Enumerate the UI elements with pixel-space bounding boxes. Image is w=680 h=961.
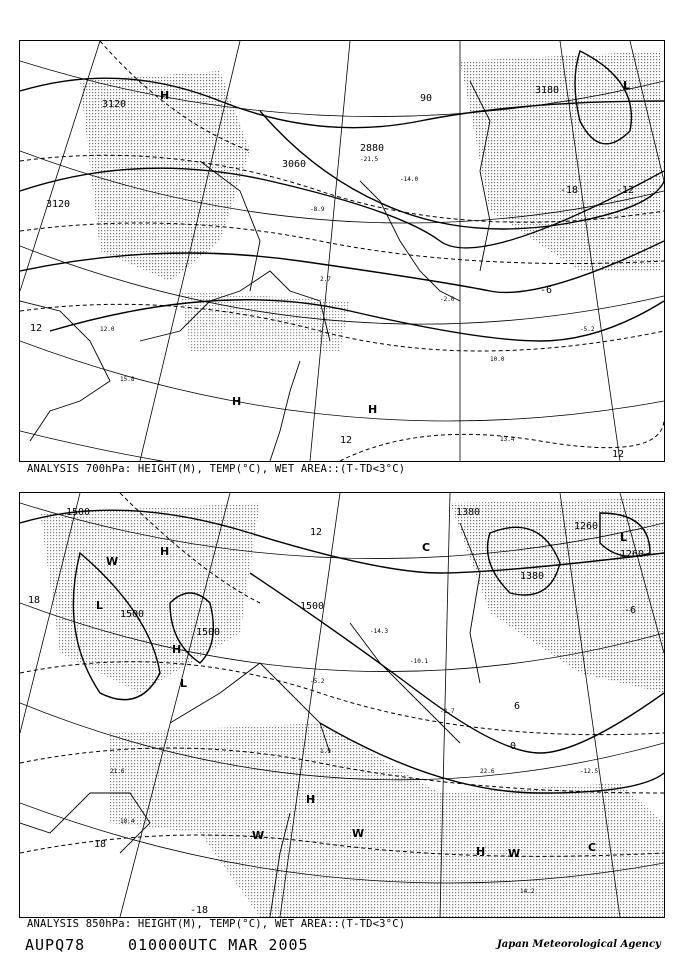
isotherm-label: -18: [560, 185, 579, 196]
isotherm-label: 12: [30, 323, 43, 334]
svg-text:-2.7: -2.7: [440, 708, 455, 715]
high-pressure-marker: H: [232, 395, 242, 408]
isotherm-label: 0: [510, 741, 517, 752]
high-pressure-marker: H: [306, 793, 316, 806]
svg-text:-12.5: -12.5: [580, 768, 599, 775]
map-850hpa-canvas: [20, 493, 664, 917]
cold-marker: C: [588, 841, 597, 854]
map-panel-850hpa: [19, 492, 665, 918]
svg-text:13.4: 13.4: [500, 436, 515, 443]
isotherm-label: 6: [514, 701, 521, 712]
svg-text:-2.0: -2.0: [440, 296, 455, 303]
analysis-time: 010000UTC MAR 2005: [128, 936, 309, 954]
isotherm-label: 12: [310, 527, 323, 538]
svg-text:14.2: 14.2: [520, 888, 535, 895]
height-label: 1380: [456, 507, 481, 518]
height-label: 3060: [282, 159, 307, 170]
svg-text:18.4: 18.4: [120, 818, 135, 825]
agency-name: Japan Meteorological Agency: [497, 939, 661, 950]
map-panel-700hpa: [19, 40, 665, 462]
svg-text:21.6: 21.6: [110, 768, 125, 775]
high-pressure-marker: H: [160, 89, 170, 102]
caption-700hpa: ANALYSIS 700hPa: HEIGHT(M), TEMP(°C), WET AREA::(T-TD<3°C): [27, 463, 406, 475]
isotherm-label: -6: [540, 285, 553, 296]
isotherm-label: 18: [94, 839, 107, 850]
height-label: 90: [420, 93, 433, 104]
svg-text:-14.0: -14.0: [400, 176, 419, 183]
warm-marker: W: [508, 847, 521, 860]
map-700hpa-canvas: [20, 41, 664, 461]
svg-text:2.7: 2.7: [320, 276, 331, 283]
svg-text:-21.5: -21.5: [360, 156, 379, 163]
warm-marker: W: [352, 827, 365, 840]
high-pressure-marker: H: [476, 845, 486, 858]
height-label: 1500: [66, 507, 91, 518]
height-label: 3120: [46, 199, 71, 210]
height-label: 1500: [300, 601, 325, 612]
isotherm-label: -18: [190, 905, 209, 916]
isotherm-label: -6: [624, 605, 637, 616]
high-pressure-marker: H: [368, 403, 378, 416]
height-label: 1500: [196, 627, 221, 638]
svg-text:10.0: 10.0: [490, 356, 505, 363]
height-label: 3180: [535, 85, 560, 96]
svg-text:-8.9: -8.9: [310, 206, 325, 213]
svg-text:12.0: 12.0: [100, 326, 115, 333]
warm-marker: W: [106, 555, 119, 568]
svg-text:1.9: 1.9: [320, 748, 331, 755]
svg-text:-10.1: -10.1: [410, 658, 429, 665]
height-label: 3120: [102, 99, 127, 110]
low-pressure-marker: L: [623, 79, 631, 92]
height-label: 1260: [574, 521, 599, 532]
svg-text:-5.2: -5.2: [580, 326, 595, 333]
low-pressure-marker: L: [620, 531, 628, 544]
chart-id: AUPQ78: [25, 936, 86, 954]
low-pressure-marker: L: [96, 599, 104, 612]
isotherm-label: 12: [612, 449, 625, 460]
cold-marker: C: [422, 541, 431, 554]
high-pressure-marker: H: [172, 643, 182, 656]
isotherm-label: 18: [28, 595, 41, 606]
svg-text:-14.3: -14.3: [370, 628, 389, 635]
height-label: 1380: [520, 571, 545, 582]
svg-text:-5.2: -5.2: [310, 678, 325, 685]
low-pressure-marker: L: [180, 677, 188, 690]
svg-text:22.6: 22.6: [480, 768, 495, 775]
isotherm-label: 12: [340, 435, 353, 446]
high-pressure-marker: H: [160, 545, 170, 558]
height-label: 1500: [120, 609, 145, 620]
caption-850hpa: ANALYSIS 850hPa: HEIGHT(M), TEMP(°C), WET AREA::(T-TD<3°C): [27, 918, 406, 930]
warm-marker: W: [252, 829, 265, 842]
isotherm-label: -12: [616, 185, 635, 196]
height-label: 1260: [620, 549, 645, 560]
svg-text:15.8: 15.8: [120, 376, 135, 383]
height-label: 2880: [360, 143, 385, 154]
